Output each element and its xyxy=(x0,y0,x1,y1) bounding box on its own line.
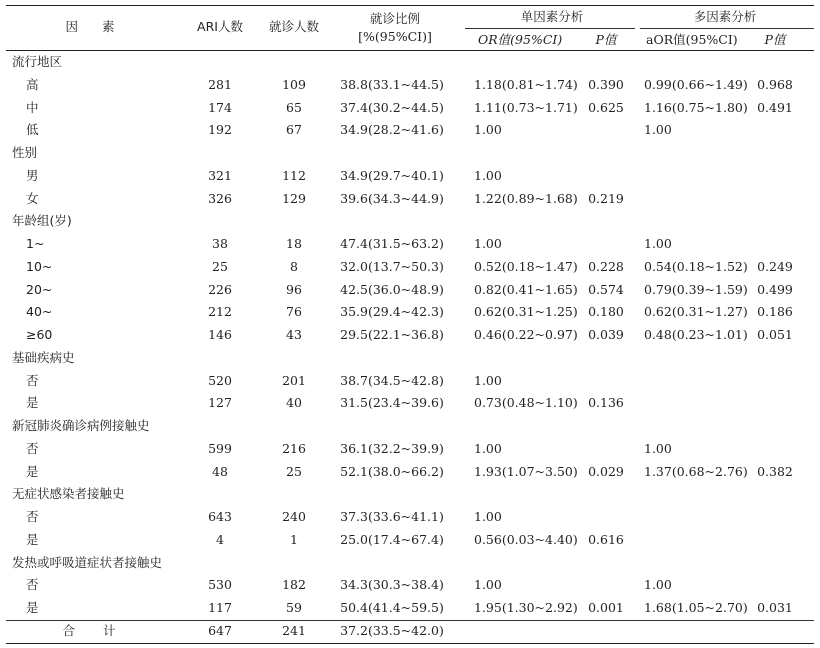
cell-visit-ratio: 47.4(31.5~63.2) xyxy=(340,236,444,251)
cell-visit-count: 40 xyxy=(286,395,302,411)
cell-visit-count: 201 xyxy=(282,372,306,388)
row-label: 高 xyxy=(26,76,39,92)
cell-visit-count: 65 xyxy=(286,99,302,115)
cell-visit-ratio: 37.4(30.2~44.5) xyxy=(340,99,444,115)
cell-aor: 1.68(1.05~2.70) xyxy=(644,600,748,615)
top-rule xyxy=(6,5,814,6)
cell-p: 0.136 xyxy=(588,395,624,411)
group-label: 性别 xyxy=(12,145,38,160)
row-label: 否 xyxy=(26,372,39,388)
cell-or: 1.00 xyxy=(474,440,502,456)
cell-or: 0.62(0.31~1.25) xyxy=(474,304,578,320)
cell-or: 1.18(0.81~1.74) xyxy=(474,76,578,92)
cell-visit-count: 43 xyxy=(286,327,302,342)
cell-visit-ratio: 52.1(38.0~66.2) xyxy=(340,463,444,479)
cell-or: 1.22(0.89~1.68) xyxy=(474,190,578,206)
cell-visit-count: 129 xyxy=(282,190,306,206)
header-ari-count: ARI人数 xyxy=(197,19,243,34)
cell-or: 0.46(0.22~0.97) xyxy=(474,327,578,342)
cell-p2: 0.382 xyxy=(757,463,793,479)
bottom-rule xyxy=(6,643,814,644)
cell-p: 0.616 xyxy=(588,531,624,547)
cell-visit-ratio: 29.5(22.1~36.8) xyxy=(340,327,444,342)
row-label: 否 xyxy=(26,440,39,456)
cell-visit-count: 1 xyxy=(290,531,298,547)
cell-or: 0.56(0.03~4.40) xyxy=(474,531,578,547)
cell-visit-ratio: 38.8(33.1~44.5) xyxy=(340,76,444,92)
cell-ari-count: 127 xyxy=(208,395,232,411)
total-rule xyxy=(6,620,814,621)
cell-aor: 1.00 xyxy=(644,236,672,251)
cell-p: 0.039 xyxy=(588,327,624,342)
cell-ari-count: 226 xyxy=(208,281,232,297)
cell-aor: 0.54(0.18~1.52) xyxy=(644,258,748,274)
cell-p2: 0.491 xyxy=(757,99,793,115)
row-label: 40~ xyxy=(26,304,53,320)
cell-ari-count: 530 xyxy=(208,577,232,593)
header-visit-count: 就诊人数 xyxy=(268,19,320,34)
cell-ari-count: 174 xyxy=(208,99,232,115)
cell-aor: 1.37(0.68~2.76) xyxy=(644,463,748,479)
cell-or: 0.73(0.48~1.10) xyxy=(474,395,578,411)
cell-ari-count: 321 xyxy=(208,167,232,183)
cell-or: 1.95(1.30~2.92) xyxy=(474,600,578,615)
univariate-underline xyxy=(465,28,635,29)
header-p: P值 xyxy=(595,32,617,47)
cell-aor: 0.99(0.66~1.49) xyxy=(644,76,748,92)
row-label: 10~ xyxy=(26,258,53,274)
cell-aor: 0.62(0.31~1.27) xyxy=(644,304,748,320)
row-label: 1~ xyxy=(26,236,45,251)
row-label: 否 xyxy=(26,577,39,593)
cell-ari-count: 281 xyxy=(208,76,232,92)
row-label: 是 xyxy=(26,600,39,615)
cell-aor: 0.48(0.23~1.01) xyxy=(644,327,748,342)
cell-visit-ratio: 39.6(34.3~44.9) xyxy=(340,190,444,206)
cell-visit-ratio: 42.5(36.0~48.9) xyxy=(340,281,444,297)
cell-p: 0.390 xyxy=(588,76,624,92)
group-label: 年龄组(岁) xyxy=(12,213,72,229)
cell-aor: 1.16(0.75~1.80) xyxy=(644,99,748,115)
cell-ari-count: 643 xyxy=(208,509,232,524)
cell-p2: 0.031 xyxy=(757,600,793,615)
cell-visit-count: 182 xyxy=(282,577,306,593)
total-ari: 647 xyxy=(208,623,232,638)
row-label: 20~ xyxy=(26,281,53,297)
row-label: 低 xyxy=(26,122,39,138)
cell-visit-ratio: 34.3(30.3~38.4) xyxy=(340,577,444,593)
group-label: 新冠肺炎确诊病例接触史 xyxy=(12,418,150,433)
cell-visit-count: 76 xyxy=(286,304,302,320)
multivariate-underline xyxy=(640,28,814,29)
cell-aor: 1.00 xyxy=(644,577,672,593)
cell-ari-count: 48 xyxy=(212,463,228,479)
cell-visit-count: 59 xyxy=(286,600,302,615)
cell-visit-count: 67 xyxy=(286,122,302,138)
row-label: 是 xyxy=(26,463,39,479)
header-aor: aOR值(95%CI) xyxy=(646,32,738,47)
row-label: 是 xyxy=(26,395,39,411)
row-label: 中 xyxy=(26,99,39,115)
cell-visit-count: 112 xyxy=(282,167,306,183)
cell-visit-ratio: 35.9(29.4~42.3) xyxy=(340,304,444,320)
cell-or: 1.00 xyxy=(474,167,502,183)
cell-visit-count: 18 xyxy=(286,236,302,251)
group-label: 基础疾病史 xyxy=(12,349,75,365)
cell-visit-ratio: 31.5(23.4~39.6) xyxy=(340,395,444,411)
cell-visit-count: 96 xyxy=(286,281,302,297)
cell-ari-count: 599 xyxy=(208,440,232,456)
row-label: 否 xyxy=(26,509,39,524)
cell-or: 1.00 xyxy=(474,509,502,524)
row-label: ≥60 xyxy=(26,327,53,342)
header-factor: 因 素 xyxy=(65,19,125,34)
row-label: 是 xyxy=(26,531,39,547)
cell-visit-ratio: 50.4(41.4~59.5) xyxy=(340,600,444,615)
header-or: OR值(95%CI) xyxy=(478,32,563,47)
cell-ari-count: 38 xyxy=(212,236,228,251)
cell-aor: 1.00 xyxy=(644,122,672,138)
cell-p2: 0.186 xyxy=(757,304,793,320)
cell-p: 0.180 xyxy=(588,304,624,320)
cell-or: 1.00 xyxy=(474,372,502,388)
cell-p: 0.228 xyxy=(588,258,624,274)
cell-ari-count: 326 xyxy=(208,190,232,206)
cell-or: 1.93(1.07~3.50) xyxy=(474,463,578,479)
cell-p: 0.625 xyxy=(588,99,624,115)
cell-or: 1.00 xyxy=(474,236,502,251)
cell-p: 0.029 xyxy=(588,463,624,479)
cell-aor: 1.00 xyxy=(644,440,672,456)
cell-visit-ratio: 36.1(32.2~39.9) xyxy=(340,440,444,456)
cell-ari-count: 4 xyxy=(216,531,224,547)
cell-visit-ratio: 34.9(29.7~40.1) xyxy=(340,167,444,183)
cell-p: 0.574 xyxy=(588,281,624,297)
header-visit-ratio-ci: [%(95%CI)] xyxy=(358,29,432,44)
cell-visit-count: 109 xyxy=(282,76,306,92)
total-visit: 241 xyxy=(282,623,306,638)
header-multivariate: 多因素分析 xyxy=(693,9,757,24)
group-label: 流行地区 xyxy=(12,54,63,69)
cell-visit-ratio: 37.3(33.6~41.1) xyxy=(340,509,444,524)
cell-or: 1.00 xyxy=(474,122,502,138)
cell-visit-ratio: 25.0(17.4~67.4) xyxy=(340,531,444,547)
cell-p: 0.001 xyxy=(588,600,624,615)
cell-or: 1.00 xyxy=(474,577,502,593)
cell-ari-count: 25 xyxy=(212,258,228,274)
cell-ari-count: 520 xyxy=(208,372,232,388)
cell-visit-ratio: 38.7(34.5~42.8) xyxy=(340,372,444,388)
row-label: 女 xyxy=(26,190,39,206)
cell-visit-count: 8 xyxy=(290,258,298,274)
cell-p2: 0.499 xyxy=(757,281,793,297)
cell-p2: 0.249 xyxy=(757,258,793,274)
cell-ari-count: 146 xyxy=(208,327,232,342)
cell-or: 0.82(0.41~1.65) xyxy=(474,281,578,297)
cell-aor: 0.79(0.39~1.59) xyxy=(644,281,748,297)
group-label: 发热或呼吸道症状者接触史 xyxy=(12,554,163,570)
cell-p2: 0.968 xyxy=(757,76,793,92)
cell-ari-count: 212 xyxy=(208,304,232,320)
cell-visit-count: 216 xyxy=(282,440,306,456)
cell-visit-ratio: 34.9(28.2~41.6) xyxy=(340,122,444,138)
cell-or: 0.52(0.18~1.47) xyxy=(474,258,578,274)
cell-visit-count: 240 xyxy=(282,509,306,524)
header-p2: P值 xyxy=(764,32,786,47)
total-label: 合 计 xyxy=(62,623,128,638)
header-univariate: 单因素分析 xyxy=(520,9,584,24)
cell-p: 0.219 xyxy=(588,190,624,206)
cell-visit-ratio: 32.0(13.7~50.3) xyxy=(340,258,444,274)
header-bottom-rule xyxy=(6,50,814,51)
row-label: 男 xyxy=(26,167,39,183)
group-label: 无症状感染者接触史 xyxy=(12,486,125,502)
cell-p2: 0.051 xyxy=(757,327,793,342)
cell-ari-count: 192 xyxy=(208,122,232,138)
cell-ari-count: 117 xyxy=(208,600,232,615)
total-ratio: 37.2(33.5~42.0) xyxy=(340,623,444,638)
cell-or: 1.11(0.73~1.71) xyxy=(474,99,578,115)
cell-visit-count: 25 xyxy=(286,463,302,479)
header-visit-ratio: 就诊比例 xyxy=(369,11,421,26)
